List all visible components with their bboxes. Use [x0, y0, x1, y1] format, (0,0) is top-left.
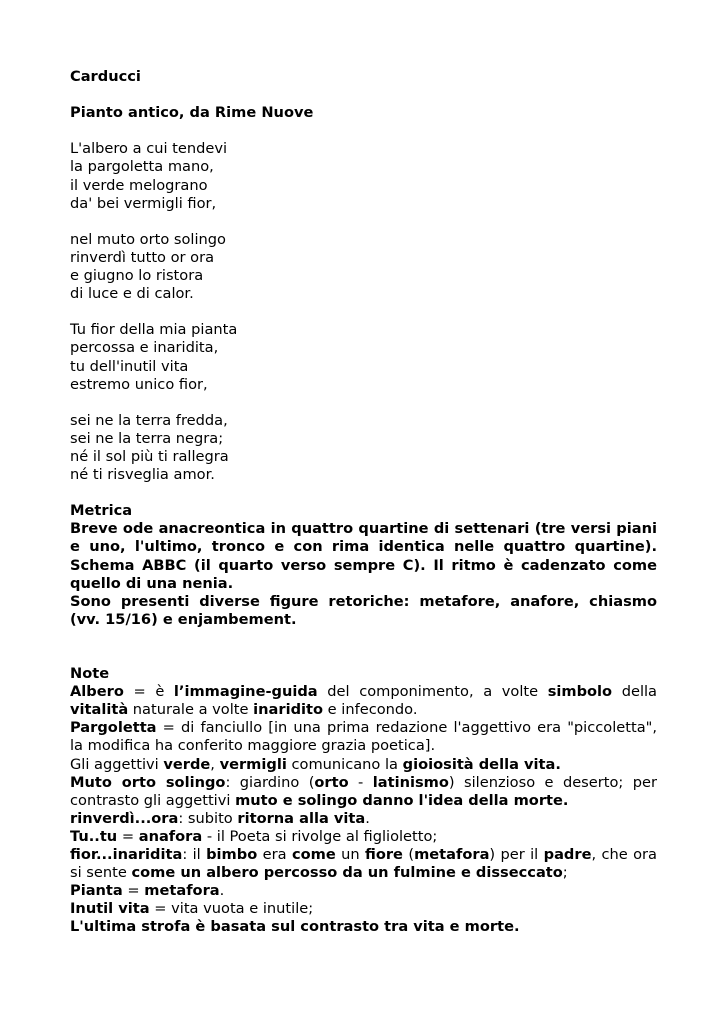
- note-albero: Albero = è l’immagine-guida del componimento, a volte simbolo della vitalità naturale a volte inaridito e infecondo.: [70, 683, 657, 719]
- note-fior: fior...inaridita: il bimbo era come un fiore (metafora) per il padre, che ora si sente come un albero percosso da un fulmine e disseccato;: [70, 846, 658, 882]
- verse-line: L'albero a cui tendevi: [70, 140, 228, 158]
- document-page: [70, 68, 657, 937]
- note-pianta: Pianta = metafora.: [70, 882, 225, 900]
- verse-line: e giugno lo ristora: [70, 267, 204, 285]
- note-ultima: L'ultima strofa è basata sul contrasto tra vita e morte.: [70, 918, 520, 936]
- verse-line: né ti risveglia amor.: [70, 466, 215, 484]
- verse-line: Tu fior della mia pianta: [70, 321, 238, 339]
- verse-line: da' bei vermigli fior,: [70, 194, 217, 212]
- verse-line: di luce e di calor.: [70, 285, 194, 303]
- poem-title: Pianto antico, da Rime Nuove: [70, 104, 314, 122]
- verse-line: né il sol più ti rallegra: [70, 447, 229, 465]
- poem-stanza-1: [70, 140, 657, 212]
- note-heading: Note: [70, 665, 110, 683]
- poem-stanza-2: [70, 231, 657, 303]
- verse-line: sei ne la terra negra;: [70, 429, 224, 447]
- verse-line: sei ne la terra fredda,: [70, 411, 228, 429]
- verse-line: rinverdì tutto or ora: [70, 248, 215, 266]
- note-tutu: Tu..tu = anafora - il Poeta si rivolge al figlioletto;: [70, 827, 438, 845]
- verse-line: tu dell'inutil vita: [70, 357, 189, 375]
- metrica-heading: Metrica: [70, 502, 133, 520]
- note-pargoletta: Pargoletta = di fanciullo [in una prima redazione l'aggettivo era "piccoletta", la modifica ha conferito maggiore grazia poetica].: [70, 719, 657, 755]
- metrica-section: [70, 502, 657, 629]
- note-rinverdi: rinverdì...ora: subito ritorna alla vita.: [70, 809, 370, 827]
- metrica-paragraph: Sono presenti diverse figure retoriche: metafore, anafore, chiasmo (vv. 15/16) e enjambement.: [70, 592, 657, 628]
- note-orto: Muto orto solingo: giardino (orto - latinismo) silenzioso e deserto; per contrasto gli aggettivi muto e solingo danno l'idea della morte.: [70, 773, 657, 809]
- verse-line: estremo unico fior,: [70, 375, 208, 393]
- poem-stanza-4: [70, 412, 657, 484]
- note-aggettivi: Gli aggettivi verde, vermigli comunicano la gioiosità della vita.: [70, 755, 561, 773]
- note-section: [70, 665, 657, 936]
- verse-line: percossa e inaridita,: [70, 339, 219, 357]
- author-heading: Carducci: [70, 68, 141, 85]
- note-inutil: Inutil vita = vita vuota e inutile;: [70, 900, 314, 918]
- verse-line: il verde melograno: [70, 176, 208, 194]
- metrica-paragraph: Breve ode anacreontica in quattro quartine di settenari (tre versi piani e uno, l'ultimo, tronco e con rima identica nelle quattro quartine). Schema ABBC (il quarto verso sempre C). Il ritmo è cadenzato come quello di una nenia.: [70, 520, 657, 592]
- verse-line: nel muto orto solingo: [70, 230, 226, 248]
- verse-line: la pargoletta mano,: [70, 158, 214, 176]
- poem-stanza-3: [70, 321, 657, 393]
